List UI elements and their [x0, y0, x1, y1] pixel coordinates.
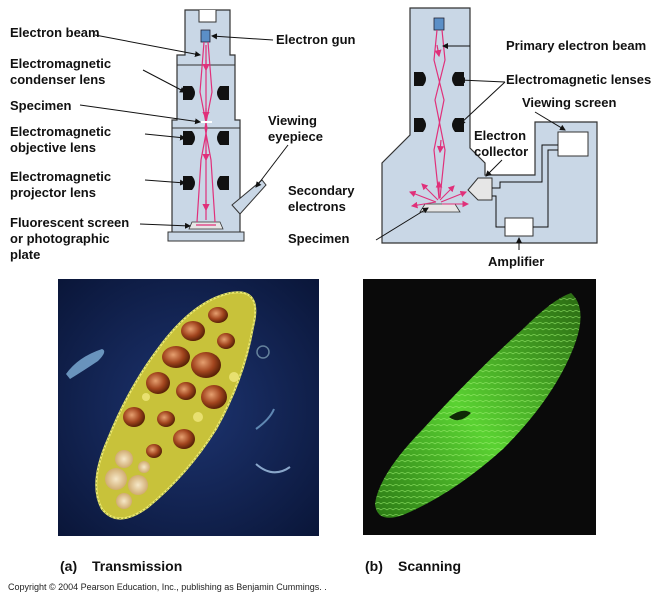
- label-projector-lens-1: Electromagnetic: [10, 169, 112, 184]
- sem-viewing-screen: [558, 132, 588, 156]
- caption-b-letter: (b): [365, 558, 383, 574]
- label-viewing-screen: Viewing screen: [522, 95, 617, 110]
- label-em-lenses: Electromagnetic lenses: [506, 72, 652, 87]
- label-amplifier: Amplifier: [488, 254, 545, 269]
- label-electron-beam: Electron beam: [10, 25, 100, 40]
- caption-a-text: Transmission: [92, 558, 183, 574]
- label-screen-1: Fluorescent screen: [10, 215, 130, 230]
- sem-specimen-stage: [420, 204, 460, 212]
- label-screen-2: or photographic: [10, 231, 110, 246]
- label-collector-2: collector: [474, 144, 529, 159]
- label-secondary-1: Secondary: [288, 183, 355, 198]
- label-objective-lens-2: objective lens: [10, 140, 96, 155]
- label-condenser-lens-1: Electromagnetic: [10, 56, 112, 71]
- label-eyepiece-1: Viewing: [268, 113, 317, 128]
- label-primary-beam: Primary electron beam: [506, 38, 647, 53]
- copyright-notice: Copyright © 2004 Pearson Education, Inc., publishing as Benjamin Cummings. .: [8, 582, 327, 592]
- caption-b-text: Scanning: [398, 558, 462, 574]
- tem-electron-gun: [201, 30, 210, 42]
- label-screen-3: plate: [10, 247, 41, 262]
- label-eyepiece-2: eyepiece: [268, 129, 323, 144]
- caption-a-letter: (a): [60, 558, 78, 574]
- tem-base: [168, 232, 244, 241]
- label-secondary-2: electrons: [288, 199, 346, 214]
- tem-micrograph: [58, 279, 319, 536]
- tem-microscope: [80, 10, 288, 241]
- label-projector-lens-2: projector lens: [10, 185, 96, 200]
- label-objective-lens-1: Electromagnetic: [10, 124, 112, 139]
- label-collector-1: Electron: [474, 128, 527, 143]
- label-electron-gun: Electron gun: [276, 32, 356, 47]
- label-specimen-sem: Specimen: [288, 231, 350, 246]
- label-condenser-lens-2: condenser lens: [10, 72, 106, 87]
- label-specimen-tem: Specimen: [10, 98, 72, 113]
- sem-electron-gun: [434, 18, 444, 30]
- sem-amplifier: [505, 218, 533, 236]
- sem-micrograph: [363, 279, 596, 535]
